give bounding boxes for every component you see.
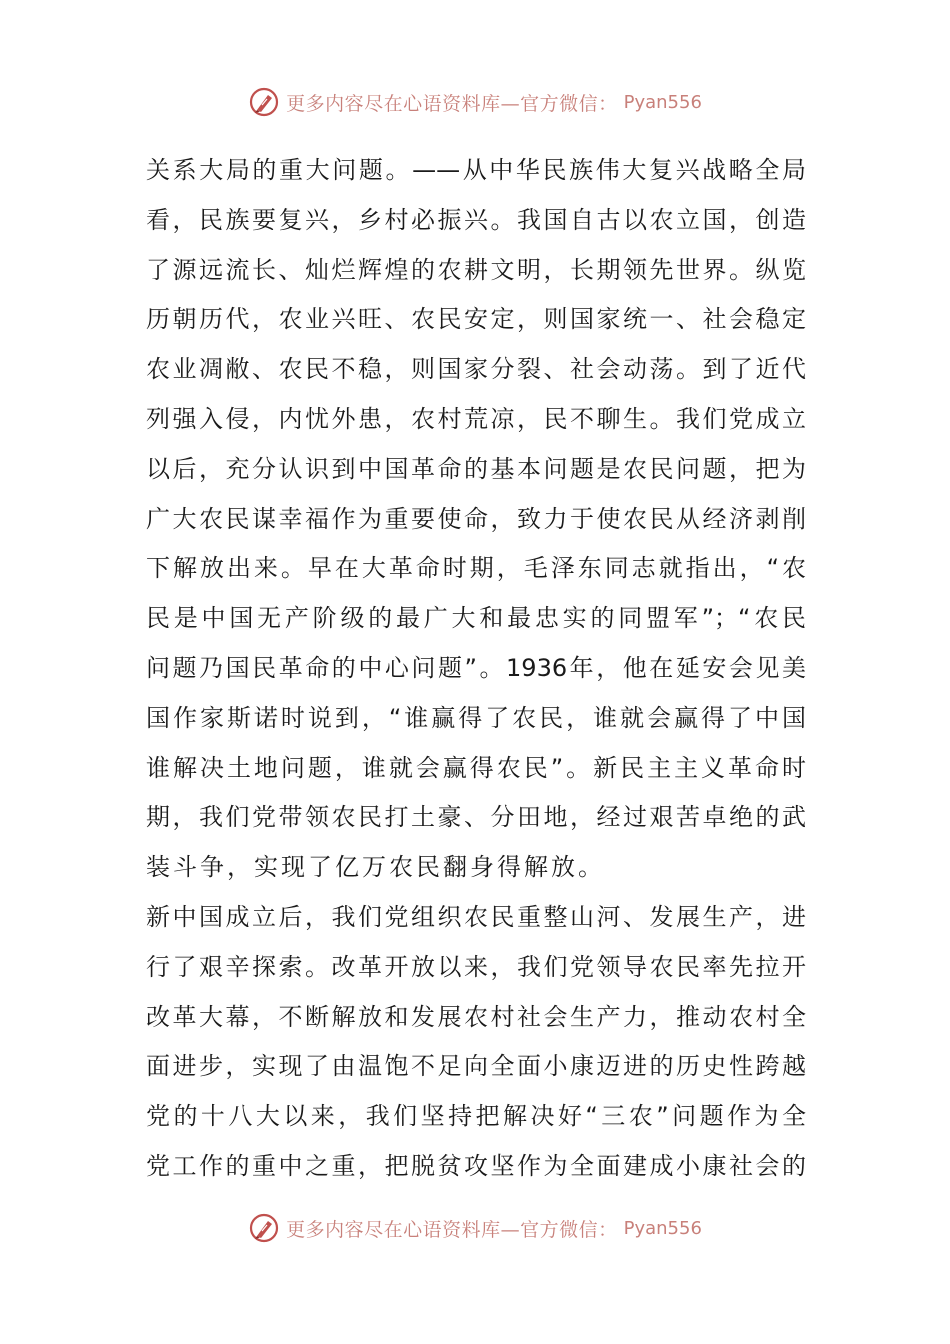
header-watermark: [0, 82, 950, 122]
body-line: 改革大幕，不断解放和发展农村社会生产力，推动农村全: [146, 1002, 806, 1031]
body-line: 下解放出来。早在大革命时期，毛泽东同志就指出，“农: [146, 554, 806, 583]
body-line: 历朝历代，农业兴旺、农民安定，则国家统一、社会稳定: [146, 305, 806, 334]
body-line: 党的十八大以来，我们坚持把解决好“三农”问题作为全: [146, 1102, 806, 1131]
watermark-contact: Pyan556: [623, 1217, 702, 1239]
body-line: 装斗争，实现了亿万农民翻身得解放。: [146, 853, 605, 882]
body-line: 广大农民谋幸福作为重要使命，致力于使农民从经济剥削: [146, 504, 806, 533]
document-body: [146, 146, 806, 1192]
body-line: 面进步，实现了由温饱不足向全面小康迈进的历史性跨越: [146, 1052, 806, 1081]
fountain-pen-icon: [248, 1212, 280, 1244]
body-line: 问题乃国民革命的中心问题”。1936年，他在延安会见美: [146, 653, 806, 682]
body-line: 关系大局的重大问题。——从中华民族伟大复兴战略全局: [146, 156, 806, 184]
body-line: 国作家斯诺时说到，“谁赢得了农民，谁就会赢得了中国: [146, 703, 806, 732]
body-line: 新中国成立后，我们党组织农民重整山河、发展生产，进: [146, 902, 806, 931]
watermark-text: 更多内容尽在心语资料库—官方微信：: [286, 1218, 618, 1241]
body-line: 列强入侵，内忧外患，农村荒凉，民不聊生。我们党成立: [146, 404, 806, 433]
body-line: 期，我们党带领农民打土豪、分田地，经过艰苦卓绝的武: [146, 803, 806, 832]
body-line: 谁解决土地问题，谁就会赢得农民”。新民主主义革命时: [146, 753, 806, 782]
fountain-pen-icon: [248, 86, 280, 118]
body-line: 农业凋敝、农民不稳，则国家分裂、社会动荡。到了近代: [146, 355, 806, 384]
body-line: 看，民族要复兴，乡村必振兴。我国自古以农立国，创造: [146, 205, 806, 234]
body-line: 民是中国无产阶级的最广大和最忠实的同盟军”；“农民: [146, 604, 806, 633]
footer-watermark: [0, 1208, 950, 1248]
watermark-text: 更多内容尽在心语资料库—官方微信：: [286, 92, 618, 115]
body-line: 党工作的重中之重，把脱贫攻坚作为全面建成小康社会的: [146, 1151, 806, 1180]
watermark-contact: Pyan556: [623, 91, 702, 113]
body-line: 了源远流长、灿烂辉煌的农耕文明，长期领先世界。纵览: [146, 255, 806, 284]
body-line: 行了艰辛探索。改革开放以来，我们党领导农民率先拉开: [146, 952, 806, 981]
body-line: 以后，充分认识到中国革命的基本问题是农民问题，把为: [146, 454, 806, 483]
